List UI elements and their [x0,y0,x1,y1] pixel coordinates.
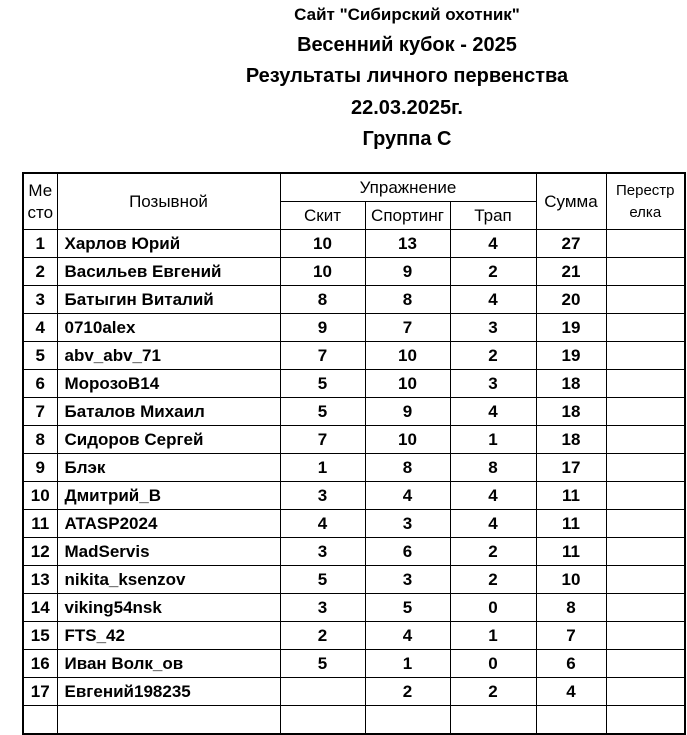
table-row [23,566,685,594]
callsign-header: Позывной [57,173,280,230]
skeet-cell: 5 [280,650,365,678]
sporting-cell: 3 [365,566,450,594]
skeet-cell: 3 [280,538,365,566]
sum-cell [536,706,606,735]
skeet-header: Скит [280,202,365,230]
trap-cell: 2 [450,538,536,566]
callsign-cell: MadServis [57,538,280,566]
place-cell [23,706,57,735]
group-title: Группа С [362,128,452,150]
place-cell: 10 [23,482,57,510]
callsign-cell: Баталов Михаил [57,398,280,426]
shootoff-cell [606,482,685,510]
shootoff-cell [606,258,685,286]
trap-cell: 2 [450,678,536,706]
skeet-cell: 5 [280,398,365,426]
place-cell: 5 [23,342,57,370]
place-cell: 16 [23,650,57,678]
sum-cell: 20 [536,286,606,314]
sum-header: Сумма [536,173,606,230]
table-row [23,538,685,566]
sporting-header: Спортинг [365,202,450,230]
table-row [23,482,685,510]
sum-cell: 8 [536,594,606,622]
skeet-cell: 5 [280,370,365,398]
event-date: 22.03.2025г. [351,97,463,119]
sporting-cell: 3 [365,510,450,538]
trap-cell: 2 [450,258,536,286]
trap-cell: 3 [450,370,536,398]
place-cell: 9 [23,454,57,482]
sum-cell: 10 [536,566,606,594]
place-cell: 1 [23,230,57,258]
callsign-cell: Блэк [57,454,280,482]
sporting-cell: 8 [365,454,450,482]
trap-cell: 3 [450,314,536,342]
sum-cell: 18 [536,426,606,454]
place-cell: 2 [23,258,57,286]
sporting-cell: 9 [365,258,450,286]
sum-cell: 11 [536,510,606,538]
shootoff-cell [606,650,685,678]
skeet-cell: 3 [280,482,365,510]
callsign-cell [57,706,280,735]
place-cell: 12 [23,538,57,566]
shootoff-cell [606,342,685,370]
trap-cell: 4 [450,482,536,510]
table-row [23,342,685,370]
table-row [23,594,685,622]
shootoff-cell [606,370,685,398]
callsign-cell: Васильев Евгений [57,258,280,286]
callsign-cell: Дмитрий_В [57,482,280,510]
table-row [23,650,685,678]
sum-cell: 18 [536,370,606,398]
sum-cell: 17 [536,454,606,482]
callsign-cell: Харлов Юрий [57,230,280,258]
sum-cell: 7 [536,622,606,650]
place-cell: 6 [23,370,57,398]
callsign-cell: Батыгин Виталий [57,286,280,314]
skeet-cell: 1 [280,454,365,482]
callsign-cell: viking54nsk [57,594,280,622]
place-cell: 3 [23,286,57,314]
table-row [23,678,685,706]
sum-cell: 18 [536,398,606,426]
sum-cell: 4 [536,678,606,706]
sporting-cell: 1 [365,650,450,678]
place-cell: 13 [23,566,57,594]
callsign-cell: Иван Волк_ов [57,650,280,678]
skeet-cell: 10 [280,230,365,258]
shootoff-cell [606,230,685,258]
place-cell: 14 [23,594,57,622]
shootoff-cell [606,286,685,314]
table-row [23,706,685,735]
shootoff-cell [606,510,685,538]
sporting-cell: 6 [365,538,450,566]
trap-cell: 2 [450,566,536,594]
table-row [23,230,685,258]
trap-header: Трап [450,202,536,230]
shootoff-cell [606,398,685,426]
sum-cell: 11 [536,538,606,566]
trap-cell: 4 [450,398,536,426]
trap-cell: 0 [450,594,536,622]
skeet-cell: 8 [280,286,365,314]
place-header [23,173,57,230]
shootoff-cell [606,678,685,706]
shootoff-cell [606,538,685,566]
sporting-cell: 9 [365,398,450,426]
results-title: Результаты личного первенства [245,65,569,87]
skeet-cell [280,706,365,735]
skeet-cell: 4 [280,510,365,538]
sporting-cell: 4 [365,482,450,510]
sum-cell: 27 [536,230,606,258]
place-cell: 4 [23,314,57,342]
shootoff-cell [606,622,685,650]
callsign-cell: ATASP2024 [57,510,280,538]
callsign-cell: abv_abv_71 [57,342,280,370]
place-cell: 11 [23,510,57,538]
sum-cell: 19 [536,314,606,342]
shootoff-header-line2: елка [629,203,662,221]
sporting-cell [365,706,450,735]
place-cell: 7 [23,398,57,426]
callsign-cell: Сидоров Сергей [57,426,280,454]
table-row [23,510,685,538]
shootoff-header-line1: Перестр [615,181,675,199]
place-header-line2: сто [27,202,54,222]
sporting-cell: 10 [365,342,450,370]
callsign-cell: Евгений198235 [57,678,280,706]
sporting-cell: 13 [365,230,450,258]
skeet-cell: 5 [280,566,365,594]
table-row [23,314,685,342]
place-cell: 15 [23,622,57,650]
table-row [23,286,685,314]
callsign-cell: 0710alex [57,314,280,342]
place-header-line1: Ме [28,180,53,200]
trap-cell: 4 [450,230,536,258]
callsign-cell: МорозоВ14 [57,370,280,398]
table-row [23,622,685,650]
sporting-cell: 5 [365,594,450,622]
skeet-cell: 7 [280,426,365,454]
table-row [23,398,685,426]
results-table [22,172,686,735]
table-row [23,426,685,454]
shootoff-header [606,173,685,230]
shootoff-cell [606,594,685,622]
shootoff-cell [606,314,685,342]
sporting-cell: 8 [365,286,450,314]
shootoff-cell [606,706,685,735]
trap-cell: 0 [450,650,536,678]
sum-cell: 11 [536,482,606,510]
shootoff-cell [606,566,685,594]
trap-cell: 8 [450,454,536,482]
callsign-cell: FTS_42 [57,622,280,650]
trap-cell [450,706,536,735]
skeet-cell: 7 [280,342,365,370]
sum-cell: 21 [536,258,606,286]
skeet-cell: 2 [280,622,365,650]
sporting-cell: 7 [365,314,450,342]
shootoff-cell [606,454,685,482]
trap-cell: 4 [450,286,536,314]
header-row-top [23,173,685,202]
table-row [23,258,685,286]
sum-cell: 6 [536,650,606,678]
place-cell: 17 [23,678,57,706]
skeet-cell: 3 [280,594,365,622]
skeet-cell: 9 [280,314,365,342]
trap-cell: 1 [450,426,536,454]
exercise-header: Упражнение [280,173,536,202]
sporting-cell: 10 [365,370,450,398]
sporting-cell: 4 [365,622,450,650]
table-row [23,370,685,398]
sporting-cell: 10 [365,426,450,454]
sporting-cell: 2 [365,678,450,706]
callsign-cell: nikita_ksenzov [57,566,280,594]
place-cell: 8 [23,426,57,454]
cup-title: Весенний кубок - 2025 [297,34,517,56]
trap-cell: 4 [450,510,536,538]
shootoff-cell [606,426,685,454]
trap-cell: 1 [450,622,536,650]
skeet-cell: 10 [280,258,365,286]
sum-cell: 19 [536,342,606,370]
site-title: Сайт "Сибирский охотник" [294,5,520,24]
table-row [23,454,685,482]
skeet-cell [280,678,365,706]
trap-cell: 2 [450,342,536,370]
